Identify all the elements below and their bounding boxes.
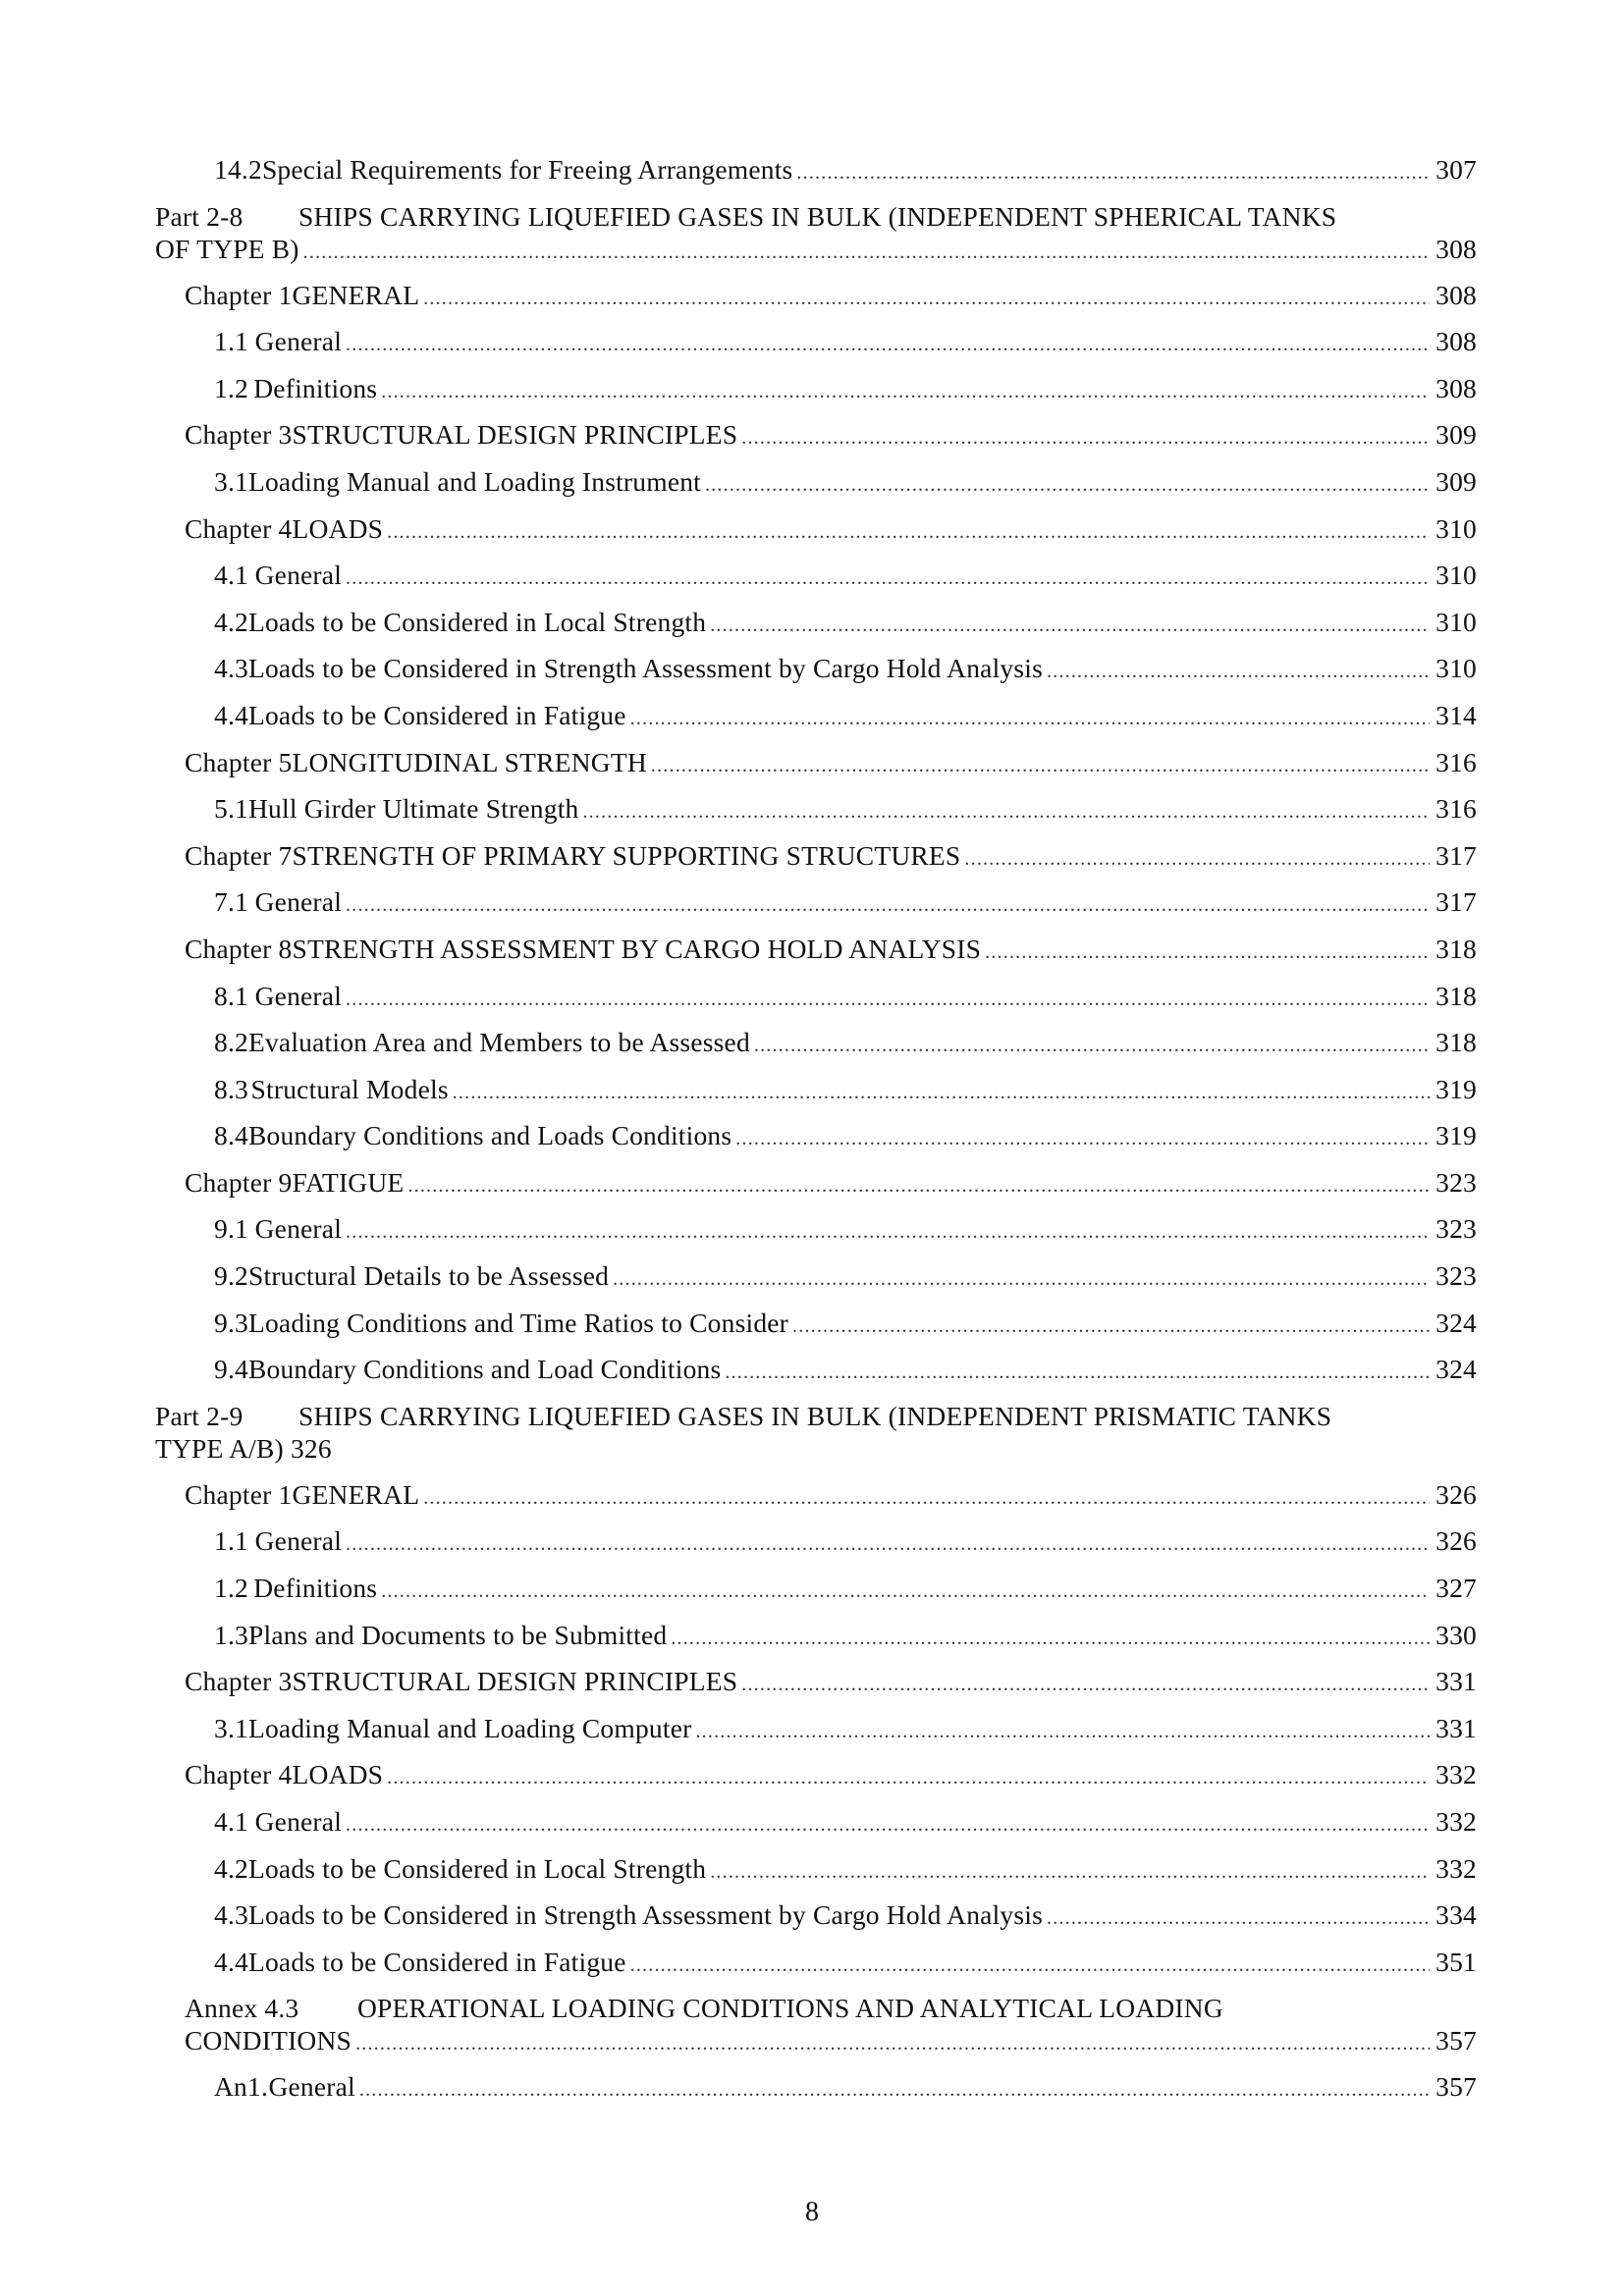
toc-entry[interactable]	[155, 1524, 1477, 1557]
toc-entry-page: 316	[1435, 746, 1477, 777]
dot-leader	[346, 1809, 1430, 1842]
toc-entry-number: 9.1	[214, 1213, 248, 1245]
dot-leader	[1047, 656, 1430, 688]
toc-entry-number: 9.2	[214, 1260, 248, 1292]
toc-entry-title: Hull Girder Ultimate Strength	[247, 793, 579, 825]
toc-chapter-entry[interactable]	[155, 839, 1477, 872]
toc-chapter-entry[interactable]	[155, 1758, 1477, 1790]
toc-entry[interactable]	[155, 1946, 1477, 1978]
toc-entry-number: Annex 4.3	[185, 1993, 299, 2024]
toc-entry-page: 308	[1435, 326, 1477, 357]
toc-entry-number: 4.1	[214, 560, 248, 591]
toc-entry[interactable]	[155, 1259, 1477, 1292]
toc-entry-title: Boundary Conditions and Load Conditions	[247, 1354, 722, 1385]
toc-entry-number: 4.1	[214, 1806, 248, 1837]
toc-entry-title-line2: TYPE A/B) 326	[155, 1432, 332, 1464]
toc-entry[interactable]	[155, 1712, 1477, 1744]
toc-entry-title: Evaluation Area and Members to be Assessed	[247, 1027, 750, 1058]
toc-entry[interactable]	[155, 1619, 1477, 1651]
toc-entry-page: 326	[1435, 1525, 1477, 1557]
toc-entry-title: STRENGTH ASSESSMENT BY CARGO HOLD ANALYSIS	[292, 933, 982, 964]
dot-leader	[671, 1623, 1430, 1655]
toc-entry-page: 319	[1435, 1120, 1477, 1151]
toc-entry-number: 3.1	[214, 465, 248, 497]
toc-entry[interactable]	[155, 465, 1477, 498]
toc-entry-page: 357	[1435, 2025, 1477, 2056]
toc-entry[interactable]	[155, 1805, 1477, 1838]
toc-entry-number: Part 2-8	[155, 200, 244, 232]
toc-entry-page: 324	[1435, 1354, 1477, 1385]
toc-entry-number: 4.2	[214, 1852, 248, 1884]
toc-entry-page: 327	[1435, 1573, 1477, 1604]
toc-entry-title: General	[254, 326, 343, 357]
toc-annex-entry[interactable]	[155, 1992, 1477, 2056]
page-number: 8	[805, 2197, 819, 2227]
toc-entry-page: 332	[1435, 1759, 1477, 1790]
toc-entry-title: FATIGUE	[292, 1166, 405, 1198]
dot-leader	[453, 1077, 1430, 1109]
toc-entry-page: 308	[1435, 233, 1477, 264]
toc-entry[interactable]	[155, 1898, 1477, 1931]
toc-entry-title: General	[254, 560, 343, 591]
toc-entry-page: 334	[1435, 1899, 1477, 1931]
toc-entry-title: Loads to be Considered in Local Strength	[247, 606, 707, 637]
toc-entry-title: General	[254, 1213, 343, 1245]
dot-leader	[381, 376, 1430, 408]
toc-chapter-entry[interactable]	[155, 746, 1477, 778]
toc-entry-page: 310	[1435, 560, 1477, 591]
toc-entry[interactable]	[155, 1852, 1477, 1885]
dot-leader	[582, 796, 1430, 828]
dot-leader	[613, 1263, 1430, 1296]
dot-leader	[630, 1949, 1430, 1982]
toc-entry-number: 1.2	[214, 1573, 248, 1604]
toc-entry[interactable]	[155, 606, 1477, 638]
dot-leader	[630, 703, 1430, 735]
toc-entry-title: Loading Manual and Loading Instrument	[247, 465, 702, 497]
toc-entry-page: 308	[1435, 279, 1477, 310]
toc-entry[interactable]	[155, 325, 1477, 357]
toc-entry-page: 316	[1435, 793, 1477, 825]
dot-leader	[346, 562, 1430, 595]
dot-leader	[387, 516, 1430, 549]
toc-chapter-entry[interactable]	[155, 1665, 1477, 1697]
table-of-contents	[155, 153, 1477, 2117]
toc-entry-page: 330	[1435, 1619, 1477, 1650]
toc-entry-title: Plans and Documents to be Submitted	[247, 1619, 668, 1650]
toc-entry[interactable]	[155, 372, 1477, 404]
toc-entry-page: 331	[1435, 1666, 1477, 1697]
toc-entry-number: 3.1	[214, 1712, 248, 1743]
toc-entry-number: Chapter 4	[185, 1759, 293, 1790]
toc-entry[interactable]	[155, 1026, 1477, 1058]
toc-entry-title: STRENGTH OF PRIMARY SUPPORTING STRUCTURES	[292, 839, 961, 871]
toc-entry-title: Loading Manual and Loading Computer	[247, 1712, 692, 1743]
dot-leader	[346, 329, 1430, 361]
toc-entry-title: Definitions	[253, 372, 378, 403]
toc-entry-title: Loading Conditions and Time Ratios to Consider	[247, 1307, 789, 1338]
toc-entry-title: Structural Details to be Assessed	[247, 1260, 610, 1292]
toc-entry-page: 331	[1435, 1712, 1477, 1743]
toc-entry-number: 1.1	[214, 1525, 248, 1557]
toc-entry-page: 332	[1435, 1852, 1477, 1884]
toc-entry-title: Loads to be Considered in Fatigue	[247, 1946, 626, 1977]
dot-leader	[346, 1216, 1430, 1249]
toc-entry-number: 4.2	[214, 606, 248, 637]
toc-entry-page: 332	[1435, 1806, 1477, 1837]
toc-entry-title: Boundary Conditions and Loads Conditions	[247, 1120, 732, 1151]
toc-entry-title-line2: CONDITIONS	[185, 2025, 352, 2056]
toc-entry-number: Chapter 4	[185, 512, 293, 544]
toc-entry[interactable]	[155, 885, 1477, 918]
toc-entry-number: 4.3	[214, 1899, 248, 1931]
toc-entry-number: 8.2	[214, 1027, 248, 1058]
toc-entry-title: General	[254, 1525, 343, 1557]
toc-entry-page: 310	[1435, 653, 1477, 684]
toc-entry-number: 8.3	[214, 1073, 248, 1104]
toc-entry-page: 323	[1435, 1260, 1477, 1292]
toc-entry-number: 4.4	[214, 1946, 248, 1977]
toc-entry-page: 318	[1435, 980, 1477, 1011]
toc-entry-number: 4.3	[214, 653, 248, 684]
dot-leader	[387, 1762, 1430, 1794]
toc-entry-page: 319	[1435, 1073, 1477, 1104]
dot-leader	[423, 283, 1430, 315]
toc-chapter-entry[interactable]	[155, 1166, 1477, 1199]
dot-leader	[796, 157, 1430, 189]
toc-entry-page: 309	[1435, 465, 1477, 497]
toc-entry[interactable]	[155, 980, 1477, 1012]
dot-leader	[964, 843, 1430, 876]
toc-part-entry[interactable]	[155, 1400, 1477, 1465]
toc-entry-number: Chapter 1	[185, 279, 293, 310]
toc-entry-title: General	[268, 2071, 355, 2103]
toc-entry[interactable]	[155, 1307, 1477, 1339]
toc-entry-page: 357	[1435, 2071, 1477, 2103]
toc-entry-title: General	[254, 980, 343, 1011]
dot-leader	[355, 2028, 1430, 2060]
toc-entry-page: 318	[1435, 933, 1477, 964]
toc-entry-title: Special Requirements for Freeing Arrangements	[261, 154, 793, 185]
toc-entry-number: 14.2	[214, 154, 262, 185]
toc-entry-page: 317	[1435, 886, 1477, 918]
toc-entry-title-line1: OPERATIONAL LOADING CONDITIONS AND ANALYTICAL LOADING	[357, 1993, 1223, 2024]
toc-entry-title-line2: OF TYPE B)	[155, 233, 299, 264]
toc-entry-title: LONGITUDINAL STRENGTH	[292, 746, 647, 777]
dot-leader	[1047, 1902, 1430, 1935]
dot-leader	[359, 2074, 1430, 2107]
toc-entry-title: Loads to be Considered in Strength Assessment by Cargo Hold Analysis	[247, 1899, 1044, 1931]
toc-chapter-entry[interactable]	[155, 512, 1477, 545]
dot-leader	[346, 1528, 1430, 1561]
dot-leader	[407, 1170, 1430, 1202]
dot-leader	[985, 936, 1430, 969]
toc-entry[interactable]	[155, 153, 1477, 186]
toc-entry-page: 324	[1435, 1307, 1477, 1338]
toc-entry[interactable]	[155, 792, 1477, 825]
toc-entry-number: 1.1	[214, 326, 248, 357]
toc-chapter-entry[interactable]	[155, 279, 1477, 311]
toc-entry-page: 309	[1435, 419, 1477, 451]
toc-entry-page: 310	[1435, 606, 1477, 637]
toc-entry-number: 9.4	[214, 1354, 248, 1385]
toc-entry-number: 8.4	[214, 1120, 248, 1151]
toc-entry-title: STRUCTURAL DESIGN PRINCIPLES	[292, 1666, 738, 1697]
toc-entry-page: 317	[1435, 839, 1477, 871]
dot-leader	[423, 1482, 1430, 1515]
toc-entry-title: General	[254, 1806, 343, 1837]
dot-leader	[741, 1669, 1430, 1701]
toc-entry-number: Chapter 9	[185, 1166, 293, 1198]
toc-part-entry[interactable]	[155, 200, 1477, 265]
dot-leader	[725, 1357, 1430, 1389]
toc-entry-page: 310	[1435, 512, 1477, 544]
toc-entry-number: 9.3	[214, 1307, 248, 1338]
toc-entry-page: 351	[1435, 1946, 1477, 1977]
toc-entry[interactable]	[155, 652, 1477, 684]
dot-leader	[695, 1716, 1430, 1748]
dot-leader	[346, 889, 1430, 922]
toc-entry-page: 323	[1435, 1213, 1477, 1245]
dot-leader	[792, 1310, 1430, 1343]
toc-entry-number: 1.2	[214, 372, 248, 403]
toc-entry[interactable]	[155, 559, 1477, 591]
dot-leader	[710, 610, 1430, 642]
toc-entry-number: Chapter 7	[185, 839, 293, 871]
dot-leader	[346, 984, 1430, 1016]
dot-leader	[303, 237, 1430, 269]
toc-entry-number: Chapter 5	[185, 746, 293, 777]
toc-entry-number: Chapter 1	[185, 1478, 293, 1510]
toc-entry-number: 8.1	[214, 980, 248, 1011]
toc-entry-title: Structural Models	[250, 1073, 449, 1104]
toc-entry[interactable]	[155, 1212, 1477, 1245]
dot-leader	[381, 1575, 1430, 1608]
toc-entry-number: Chapter 3	[185, 1666, 293, 1697]
dot-leader	[754, 1030, 1430, 1062]
toc-entry[interactable]	[155, 699, 1477, 731]
toc-entry-number: 5.1	[214, 793, 248, 825]
toc-entry[interactable]	[155, 1572, 1477, 1604]
toc-entry-title-line1: SHIPS CARRYING LIQUEFIED GASES IN BULK (INDEPENDENT SPHERICAL TANKS	[298, 200, 1337, 232]
toc-chapter-entry[interactable]	[155, 1478, 1477, 1511]
toc-entry-page: 307	[1435, 154, 1477, 185]
toc-entry[interactable]	[155, 1073, 1477, 1105]
toc-entry-number: 7.1	[214, 886, 248, 918]
toc-entry-title: STRUCTURAL DESIGN PRINCIPLES	[292, 419, 738, 451]
toc-entry-title: Loads to be Considered in Strength Assessment by Cargo Hold Analysis	[247, 653, 1044, 684]
toc-entry[interactable]	[155, 1119, 1477, 1151]
toc-entry-title: Loads to be Considered in Local Strength	[247, 1852, 707, 1884]
toc-entry-number: 4.4	[214, 699, 248, 730]
toc-entry-number: Part 2-9	[155, 1400, 244, 1431]
toc-entry-title-line1: SHIPS CARRYING LIQUEFIED GASES IN BULK (INDEPENDENT PRISMATIC TANKS	[298, 1400, 1332, 1431]
dot-leader	[710, 1856, 1430, 1889]
toc-entry-title: Loads to be Considered in Fatigue	[247, 699, 626, 730]
toc-entry-page: 326	[1435, 1478, 1477, 1510]
toc-entry-title: GENERAL	[292, 1478, 420, 1510]
dot-leader	[651, 750, 1430, 782]
toc-entry-title: LOADS	[292, 512, 384, 544]
toc-entry-title: General	[254, 886, 343, 918]
toc-entry[interactable]	[155, 2070, 1477, 2103]
toc-entry-number: Chapter 3	[185, 419, 293, 451]
toc-entry-title: LOADS	[292, 1759, 384, 1790]
toc-chapter-entry[interactable]	[155, 933, 1477, 965]
toc-chapter-entry[interactable]	[155, 418, 1477, 451]
toc-entry-page: 314	[1435, 699, 1477, 730]
toc-entry-page: 323	[1435, 1166, 1477, 1198]
toc-entry-number: An1.	[214, 2071, 269, 2103]
toc-entry-title: GENERAL	[292, 279, 420, 310]
toc-entry-page: 318	[1435, 1027, 1477, 1058]
toc-entry-title: Definitions	[253, 1573, 378, 1604]
dot-leader	[705, 469, 1430, 502]
toc-entry-page: 308	[1435, 372, 1477, 403]
dot-leader	[741, 422, 1430, 454]
toc-entry[interactable]	[155, 1353, 1477, 1385]
dot-leader	[735, 1123, 1430, 1155]
toc-entry-number: Chapter 8	[185, 933, 293, 964]
toc-entry-number: 1.3	[214, 1619, 248, 1650]
